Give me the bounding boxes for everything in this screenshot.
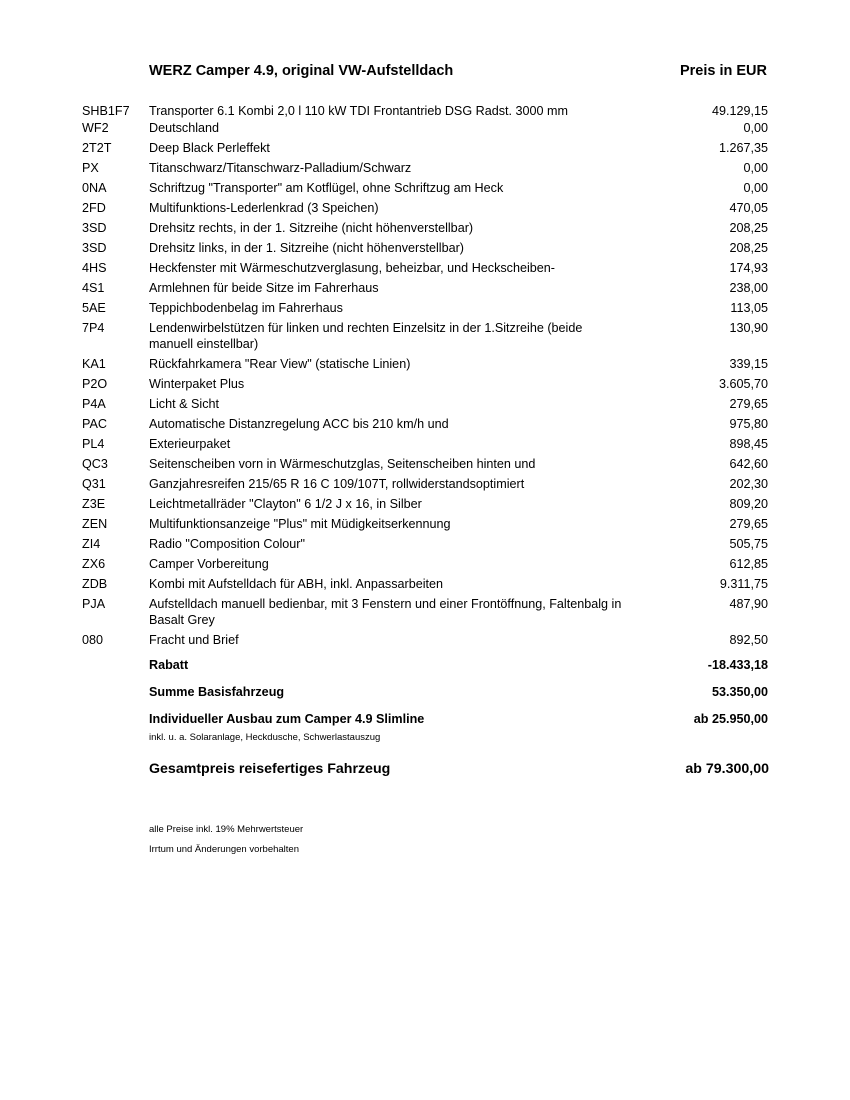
- item-description: Deutschland: [149, 121, 220, 135]
- item-price: 339,15: [729, 357, 768, 371]
- item-price: 238,00: [729, 281, 768, 295]
- item-price: 487,90: [729, 597, 768, 611]
- item-price: 130,90: [729, 321, 768, 335]
- line-item: [0, 298, 850, 318]
- item-description: Automatische Distanzregelung ACC bis 210 km/h und: [149, 417, 449, 431]
- item-code: ZDB: [82, 577, 108, 591]
- item-price: 279,65: [729, 397, 768, 411]
- item-code: 2FD: [82, 201, 106, 215]
- basis-value: 53.350,00: [711, 685, 768, 699]
- total-label: Gesamtpreis reisefertiges Fahrzeug: [149, 761, 391, 777]
- item-description: Drehsitz rechts, in der 1. Sitzreihe (nicht höhenverstellbar): [149, 221, 474, 235]
- item-description: Heckfenster mit Wärmeschutzverglasung, beheizbar, und Heckscheiben-: [149, 261, 555, 275]
- footer-vat-note: alle Preise inkl. 19% Mehrwertsteuer: [149, 824, 304, 835]
- item-code: 0NA: [82, 181, 107, 195]
- ausbau-label: Individueller Ausbau zum Camper 4.9 Slimline: [149, 712, 425, 726]
- item-description: Deep Black Perleffekt: [149, 141, 270, 155]
- item-code: ZX6: [82, 557, 106, 571]
- line-item: [0, 138, 850, 158]
- line-item: [0, 178, 850, 198]
- item-code: PAC: [82, 417, 107, 431]
- line-item: [0, 238, 850, 258]
- rabatt-label: Rabatt: [149, 658, 189, 672]
- item-price: 3.605,70: [718, 377, 768, 391]
- item-description: Rückfahrkamera "Rear View" (statische Linien): [149, 357, 411, 371]
- line-item: [0, 414, 850, 434]
- line-item: [0, 494, 850, 514]
- item-code: 2T2T: [82, 141, 112, 155]
- item-description: Fracht und Brief: [149, 633, 239, 647]
- item-description: Seitenscheiben vorn in Wärmeschutzglas, Seitenscheiben hinten und: [149, 457, 536, 471]
- item-code: 3SD: [82, 241, 107, 255]
- item-code: Z3E: [82, 497, 106, 511]
- item-code: P2O: [82, 377, 108, 391]
- item-price: 113,05: [730, 301, 768, 315]
- item-code: P4A: [82, 397, 106, 411]
- line-item: [0, 218, 850, 238]
- line-item: [0, 574, 850, 594]
- item-description: Multifunktions-Lederlenkrad (3 Speichen): [149, 201, 379, 215]
- item-description: Camper Vorbereitung: [149, 557, 269, 571]
- item-code: SHB1F7: [82, 104, 130, 118]
- item-description: Exterieurpaket: [149, 437, 231, 451]
- line-item: [0, 594, 850, 630]
- item-price: 0,00: [743, 121, 768, 135]
- item-code: WF2: [82, 121, 109, 135]
- item-description: Winterpaket Plus: [149, 377, 245, 391]
- item-description: Multifunktionsanzeige "Plus" mit Müdigkeitserkennung: [149, 517, 451, 531]
- item-description: Lendenwirbelstützen für linken und rechten Einzelsitz in der 1.Sitzreihe (beide manuell einstellbar): [149, 321, 583, 351]
- line-item: [0, 374, 850, 394]
- item-description: Ganzjahresreifen 215/65 R 16 C 109/107T, rollwiderstandsoptimiert: [149, 477, 525, 491]
- line-item: [0, 158, 850, 178]
- item-description: Titanschwarz/Titanschwarz-Palladium/Schwarz: [149, 161, 412, 175]
- basis-label: Summe Basisfahrzeug: [149, 685, 285, 699]
- item-code: 7P4: [82, 321, 105, 335]
- document-title: WERZ Camper 4.9, original VW-Aufstelldach: [149, 63, 454, 79]
- item-description: Armlehnen für beide Sitze im Fahrerhaus: [149, 281, 379, 295]
- item-price: 0,00: [743, 161, 768, 175]
- ausbau-note: inkl. u. a. Solaranlage, Heckdusche, Schwerlastauszug: [149, 732, 381, 743]
- item-price: 898,45: [729, 437, 768, 451]
- item-price: 0,00: [743, 181, 768, 195]
- line-item: [0, 630, 850, 650]
- item-price: 892,50: [729, 633, 768, 647]
- item-price: 174,93: [729, 261, 768, 275]
- item-description: Aufstelldach manuell bedienbar, mit 3 Fenstern und einer Frontöffnung, Faltenbalg in Basalt Grey: [149, 597, 622, 627]
- item-code: ZEN: [82, 517, 108, 531]
- item-code: PL4: [82, 437, 105, 451]
- item-price: 202,30: [729, 477, 768, 491]
- line-item: [0, 554, 850, 574]
- item-price: 612,85: [729, 557, 768, 571]
- item-code: 4S1: [82, 281, 105, 295]
- item-price: 279,65: [729, 517, 768, 531]
- line-item: [0, 454, 850, 474]
- item-price: 975,80: [729, 417, 768, 431]
- ausbau-value: ab 25.950,00: [693, 712, 768, 726]
- item-price: 9.311,75: [719, 577, 768, 591]
- item-price: 809,20: [729, 497, 768, 511]
- item-code: 5AE: [82, 301, 106, 315]
- line-item: [0, 434, 850, 454]
- total-value: ab 79.300,00: [685, 761, 769, 777]
- item-code: QC3: [82, 457, 108, 471]
- item-description: Transporter 6.1 Kombi 2,0 l 110 kW TDI Frontantrieb DSG Radst. 3000 mm: [149, 104, 569, 118]
- line-item: [0, 514, 850, 534]
- item-price: 49.129,15: [711, 104, 768, 118]
- item-description: Drehsitz links, in der 1. Sitzreihe (nicht höhenverstellbar): [149, 241, 464, 255]
- item-description: Radio "Composition Colour": [149, 537, 305, 551]
- line-item: [0, 258, 850, 278]
- line-item: [0, 534, 850, 554]
- line-item: [0, 318, 850, 354]
- item-price: 505,75: [729, 537, 768, 551]
- item-code: KA1: [82, 357, 106, 371]
- item-description: Leichtmetallräder "Clayton" 6 1/2 J x 16, in Silber: [149, 497, 422, 511]
- item-code: PX: [82, 161, 99, 175]
- item-price: 470,05: [729, 201, 768, 215]
- item-description: Kombi mit Aufstelldach für ABH, inkl. Anpassarbeiten: [149, 577, 444, 591]
- line-item: [0, 198, 850, 218]
- line-item: [0, 394, 850, 414]
- item-list: [0, 101, 850, 650]
- item-description: Licht & Sicht: [149, 397, 219, 411]
- item-price: 1.267,35: [718, 141, 768, 155]
- rabatt-value: -18.433,18: [707, 658, 768, 672]
- item-price: 642,60: [729, 457, 768, 471]
- line-item: [0, 278, 850, 298]
- item-code: PJA: [82, 597, 106, 611]
- line-item: [0, 354, 850, 374]
- item-code: 080: [82, 633, 104, 647]
- item-code: 4HS: [82, 261, 107, 275]
- item-code: ZI4: [82, 537, 101, 551]
- item-code: 3SD: [82, 221, 107, 235]
- item-price: 208,25: [729, 221, 768, 235]
- item-code: Q31: [82, 477, 106, 491]
- item-description: Schriftzug "Transporter" am Kotflügel, ohne Schriftzug am Heck: [149, 181, 504, 195]
- line-item: [0, 118, 850, 138]
- price-column-header: Preis in EUR: [679, 63, 767, 79]
- footer-disclaimer: Irrtum und Änderungen vorbehalten: [149, 844, 299, 855]
- item-price: 208,25: [729, 241, 768, 255]
- line-item: [0, 474, 850, 494]
- item-description: Teppichbodenbelag im Fahrerhaus: [149, 301, 343, 315]
